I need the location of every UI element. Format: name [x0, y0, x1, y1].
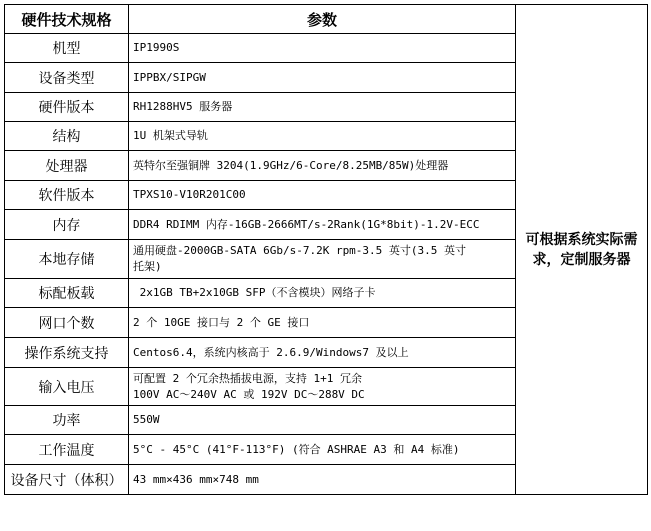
spec-name: 输入电压 — [5, 368, 129, 406]
spec-value-line: 1U 机架式导轨 — [133, 129, 208, 142]
spec-name: 标配板载 — [5, 279, 129, 308]
spec-name: 本地存储 — [5, 240, 129, 279]
spec-name: 结构 — [5, 122, 129, 151]
header-spec: 硬件技术规格 — [5, 5, 129, 34]
spec-value-line: TPXS10-V10R201C00 — [133, 188, 246, 201]
spec-value-line: RH1288HV5 服务器 — [133, 100, 233, 113]
spec-value — [129, 338, 516, 368]
spec-value-line: 43 mm×436 mm×748 mm — [133, 472, 259, 486]
spec-value-line: IP1990S — [133, 41, 180, 54]
spec-value — [129, 122, 516, 151]
spec-value — [129, 210, 516, 240]
spec-name: 硬件版本 — [5, 93, 129, 122]
spec-value — [129, 240, 516, 279]
spec-value-line: DDR4 RDIMM 内存-16GB-2666MT/s-2Rank(1G*8bit)-1.2V-ECC — [133, 217, 480, 231]
spec-name: 机型 — [5, 34, 129, 63]
spec-value-line: 2x1GB TB+2x10GB SFP（不含模块）网络子卡 — [133, 286, 376, 299]
spec-value — [129, 279, 516, 308]
spec-value — [129, 151, 516, 181]
spec-value-line: 英特尔至强铜牌 3204(1.9GHz/6-Core/8.25MB/85W)处理器 — [133, 158, 449, 172]
spec-value-line: IPPBX/SIPGW — [133, 70, 206, 84]
spec-value — [129, 406, 516, 435]
spec-table — [4, 4, 648, 495]
spec-name: 操作系统支持 — [5, 338, 129, 368]
spec-value — [129, 34, 516, 63]
spec-name: 内存 — [5, 210, 129, 240]
spec-value-line: 2 个 10GE 接口与 2 个 GE 接口 — [133, 315, 310, 329]
custom-note — [516, 5, 648, 495]
spec-value-line: 550W — [133, 413, 160, 426]
spec-value — [129, 308, 516, 338]
spec-value — [129, 435, 516, 465]
spec-value — [129, 368, 516, 406]
spec-value-line: 100V AC～240V AC 或 192V DC～288V DC — [133, 387, 365, 401]
spec-value-line: Centos6.4，系统内核高于 2.6.9/Windows7 及以上 — [133, 345, 409, 359]
spec-name: 处理器 — [5, 151, 129, 181]
spec-value-line: 通用硬盘-2000GB-SATA 6Gb/s-7.2K rpm-3.5 英寸(3.5 英寸 — [133, 244, 467, 257]
header-param: 参数 — [129, 5, 516, 34]
spec-name: 功率 — [5, 406, 129, 435]
spec-value — [129, 465, 516, 495]
custom-note-text: 可根据系统实际需求，定制服务器 — [525, 231, 638, 268]
spec-name: 网口个数 — [5, 308, 129, 338]
spec-value-line: 可配置 2 个冗余热插拔电源，支持 1+1 冗余 — [133, 371, 362, 385]
spec-name: 软件版本 — [5, 181, 129, 210]
spec-value — [129, 181, 516, 210]
header-row — [5, 5, 648, 34]
spec-value — [129, 63, 516, 93]
spec-value-line: 5°C - 45°C (41°F-113°F) (符合 ASHRAE A3 和 A4 标准) — [133, 442, 460, 456]
spec-name: 设备尺寸（体积） — [5, 465, 129, 495]
spec-name: 设备类型 — [5, 63, 129, 93]
spec-value-line: 托架) — [133, 260, 162, 273]
spec-name: 工作温度 — [5, 435, 129, 465]
spec-value — [129, 93, 516, 122]
